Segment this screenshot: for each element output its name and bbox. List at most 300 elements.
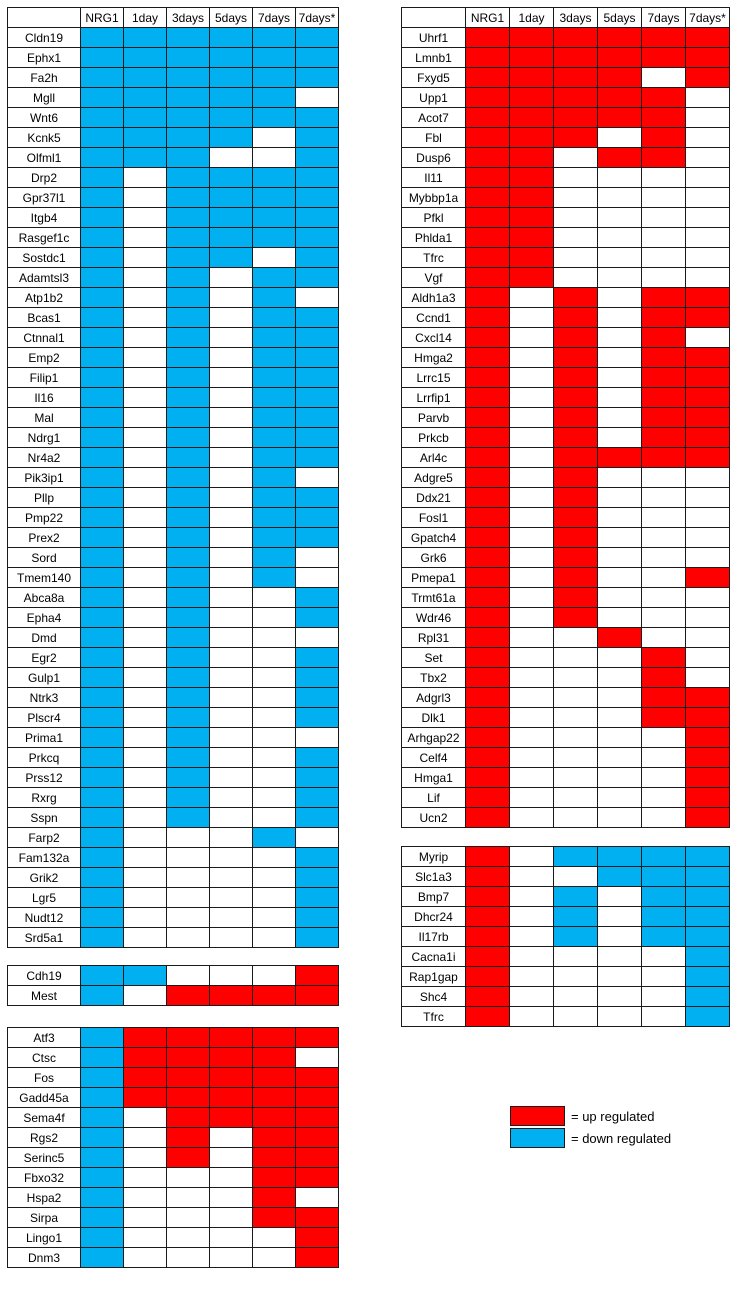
gene-label: Cxcl14 (402, 328, 466, 348)
heatmap-cell-lingo1-3days (167, 1228, 210, 1248)
heatmap-cell-wnt6-nrg1 (81, 108, 124, 128)
table-row (8, 768, 339, 788)
heatmap-cell-shc4-nrg1 (466, 987, 510, 1007)
heatmap-cell-myrip-3days (554, 847, 598, 867)
heatmap-cell-trmt61a-nrg1 (466, 588, 510, 608)
heatmap-cell-hspa2-7days-star (296, 1188, 339, 1208)
heatmap-cell-pllp-nrg1 (81, 488, 124, 508)
table-row (8, 388, 339, 408)
heatmap-cell-cdh19-1day (124, 966, 167, 986)
heatmap-cell-serinc5-7days-star (296, 1148, 339, 1168)
heatmap-cell-grik2-3days (167, 868, 210, 888)
column-header-1day: 1day (124, 8, 167, 28)
heatmap-cell-filip1-1day (124, 368, 167, 388)
gene-label: Lrrc15 (402, 368, 466, 388)
heatmap-cell-itgb4-7days (253, 208, 296, 228)
gene-label: Prima1 (8, 728, 81, 748)
heatmap-cell-sspn-7days-star (296, 808, 339, 828)
gene-label: Fosl1 (402, 508, 466, 528)
heatmap-cell-lif-3days (554, 788, 598, 808)
heatmap-cell-wdr46-nrg1 (466, 608, 510, 628)
heatmap-cell-cdh19-5days (210, 966, 253, 986)
table-row (8, 468, 339, 488)
heatmap-cell-mgll-3days (167, 88, 210, 108)
heatmap-cell-pmepa1-3days (554, 568, 598, 588)
heatmap-cell-parvb-5days (598, 408, 642, 428)
table-row (402, 1007, 730, 1027)
heatmap-cell-wnt6-3days (167, 108, 210, 128)
heatmap-cell-grik2-1day (124, 868, 167, 888)
heatmap-cell-celf4-7days-star (686, 748, 730, 768)
table-row (402, 208, 730, 228)
table-row (402, 788, 730, 808)
heatmap-cell-farp2-1day (124, 828, 167, 848)
heatmap-cell-wnt6-7days (253, 108, 296, 128)
gene-label: Ndrg1 (8, 428, 81, 448)
heatmap-cell-vgf-nrg1 (466, 268, 510, 288)
heatmap-cell-rasgef1c-7days-star (296, 228, 339, 248)
heatmap-cell-cacna1i-5days (598, 947, 642, 967)
heatmap-cell-sord-1day (124, 548, 167, 568)
heatmap-cell-tbx2-5days (598, 668, 642, 688)
heatmap-cell-rap1gap-7days-star (686, 967, 730, 987)
heatmap-cell-lingo1-7days (253, 1228, 296, 1248)
heatmap-cell-grk6-5days (598, 548, 642, 568)
header-row (8, 8, 339, 28)
heatmap-cell-mybbp1a-nrg1 (466, 188, 510, 208)
heatmap-cell-fa2h-7days-star (296, 68, 339, 88)
heatmap-cell-fa2h-1day (124, 68, 167, 88)
heatmap-cell-ntrk3-5days (210, 688, 253, 708)
heatmap-cell-adgrl3-1day (510, 688, 554, 708)
gene-label: Rasgef1c (8, 228, 81, 248)
heatmap-cell-abca8a-7days-star (296, 588, 339, 608)
table-row (8, 248, 339, 268)
heatmap-cell-ctnnal1-1day (124, 328, 167, 348)
heatmap-cell-cdh19-3days (167, 966, 210, 986)
gene-label: Mest (8, 986, 81, 1006)
heatmap-cell-prkcb-1day (510, 428, 554, 448)
heatmap-cell-tbx2-nrg1 (466, 668, 510, 688)
heatmap-cell-adamtsl3-5days (210, 268, 253, 288)
heatmap-cell-lgr5-7days (253, 888, 296, 908)
heatmap-cell-tmem140-3days (167, 568, 210, 588)
heatmap-cell-abca8a-3days (167, 588, 210, 608)
heatmap-cell-gadd45a-7days-star (296, 1088, 339, 1108)
heatmap-cell-mgll-5days (210, 88, 253, 108)
heatmap-cell-egr2-7days-star (296, 648, 339, 668)
table-row (402, 128, 730, 148)
heatmap-cell-ctnnal1-7days-star (296, 328, 339, 348)
heatmap-cell-dhcr24-1day (510, 907, 554, 927)
heatmap-cell-ntrk3-nrg1 (81, 688, 124, 708)
heatmap-cell-sema4f-nrg1 (81, 1108, 124, 1128)
heatmap-cell-srd5a1-3days (167, 928, 210, 948)
heatmap-cell-sostdc1-7days-star (296, 248, 339, 268)
heatmap-cell-tmem140-nrg1 (81, 568, 124, 588)
heatmap-cell-pllp-5days (210, 488, 253, 508)
heatmap-cell-uhrf1-7days (642, 28, 686, 48)
legend-label-down: = down regulated (571, 1130, 672, 1146)
heatmap-cell-phlda1-nrg1 (466, 228, 510, 248)
heatmap-cell-lmnb1-1day (510, 48, 554, 68)
heatmap-cell-prex2-7days (253, 528, 296, 548)
heatmap-cell-pmepa1-1day (510, 568, 554, 588)
heatmap-cell-ntrk3-3days (167, 688, 210, 708)
heatmap-cell-slc1a3-7days (642, 867, 686, 887)
heatmap-cell-hmga2-3days (554, 348, 598, 368)
heatmap-cell-phlda1-5days (598, 228, 642, 248)
heatmap-cell-plscr4-5days (210, 708, 253, 728)
heatmap-cell-lrrc15-5days (598, 368, 642, 388)
heatmap-cell-gpr37l1-1day (124, 188, 167, 208)
heatmap-cell-uhrf1-5days (598, 28, 642, 48)
heatmap-cell-hmga1-7days-star (686, 768, 730, 788)
heatmap-cell-prima1-5days (210, 728, 253, 748)
gene-label: Fos (8, 1068, 81, 1088)
heatmap-cell-wdr46-1day (510, 608, 554, 628)
heatmap-cell-acot7-7days-star (686, 108, 730, 128)
gene-label: Srd5a1 (8, 928, 81, 948)
heatmap-cell-ndrg1-nrg1 (81, 428, 124, 448)
heatmap-cell-bcas1-3days (167, 308, 210, 328)
heatmap-cell-srd5a1-1day (124, 928, 167, 948)
heatmap-cell-dmd-3days (167, 628, 210, 648)
heatmap-cell-plscr4-3days (167, 708, 210, 728)
table-row (8, 908, 339, 928)
heatmap-cell-adgrl3-nrg1 (466, 688, 510, 708)
heatmap-cell-drp2-3days (167, 168, 210, 188)
heatmap-cell-mal-7days-star (296, 408, 339, 428)
table-row (8, 508, 339, 528)
heatmap-cell-emp2-1day (124, 348, 167, 368)
heatmap-cell-lrrfip1-1day (510, 388, 554, 408)
gene-label: Mybbp1a (402, 188, 466, 208)
heatmap-cell-lmnb1-7days-star (686, 48, 730, 68)
heatmap-cell-lgr5-3days (167, 888, 210, 908)
heatmap-cell-dmd-1day (124, 628, 167, 648)
heatmap-cell-parvb-7days-star (686, 408, 730, 428)
heatmap-cell-fxyd5-5days (598, 68, 642, 88)
table-row (402, 967, 730, 987)
heatmap-cell-phlda1-3days (554, 228, 598, 248)
heatmap-cell-nudt12-1day (124, 908, 167, 928)
table-row (402, 168, 730, 188)
heatmap-cell-ucn2-5days (598, 808, 642, 828)
gene-label: Sirpa (8, 1208, 81, 1228)
gene-label: Il11 (402, 168, 466, 188)
heatmap-cell-pllp-1day (124, 488, 167, 508)
heatmap-cell-fbxo32-7days (253, 1168, 296, 1188)
heatmap-cell-rpl31-5days (598, 628, 642, 648)
heatmap-cell-farp2-nrg1 (81, 828, 124, 848)
heatmap-cell-fxyd5-nrg1 (466, 68, 510, 88)
heatmap-cell-prkcb-5days (598, 428, 642, 448)
gene-label: Tmem140 (8, 568, 81, 588)
gene-label: Ddx21 (402, 488, 466, 508)
heatmap-cell-sostdc1-1day (124, 248, 167, 268)
heatmap-cell-olfml1-1day (124, 148, 167, 168)
heatmap-cell-ctnnal1-7days (253, 328, 296, 348)
heatmap-cell-ntrk3-1day (124, 688, 167, 708)
heatmap-cell-rgs2-1day (124, 1128, 167, 1148)
table-row (8, 68, 339, 88)
heatmap-cell-abca8a-7days (253, 588, 296, 608)
heatmap-cell-dmd-nrg1 (81, 628, 124, 648)
gene-label: Hmga2 (402, 348, 466, 368)
table-row (8, 628, 339, 648)
heatmap-cell-cxcl14-1day (510, 328, 554, 348)
table-row (402, 608, 730, 628)
heatmap-cell-lif-7days (642, 788, 686, 808)
table-row (402, 288, 730, 308)
heatmap-cell-sostdc1-5days (210, 248, 253, 268)
heatmap-cell-prex2-3days (167, 528, 210, 548)
gene-label: Mgll (8, 88, 81, 108)
heatmap-cell-itgb4-1day (124, 208, 167, 228)
gene-label: Cldn19 (8, 28, 81, 48)
table-row (402, 508, 730, 528)
heatmap-cell-kcnk5-7days-star (296, 128, 339, 148)
heatmap-cell-nudt12-7days-star (296, 908, 339, 928)
column-header-7days-star: 7days* (686, 8, 730, 28)
table-row (402, 328, 730, 348)
heatmap-cell-dnm3-5days (210, 1248, 253, 1268)
heatmap-cell-rap1gap-3days (554, 967, 598, 987)
gene-label: Prkcb (402, 428, 466, 448)
heatmap-cell-lgr5-5days (210, 888, 253, 908)
heatmap-cell-ucn2-nrg1 (466, 808, 510, 828)
table-row (8, 828, 339, 848)
heatmap-cell-arhgap22-3days (554, 728, 598, 748)
heatmap-cell-aldh1a3-7days (642, 288, 686, 308)
heatmap-cell-mgll-nrg1 (81, 88, 124, 108)
heatmap-cell-ephx1-7days-star (296, 48, 339, 68)
heatmap-cell-rgs2-5days (210, 1128, 253, 1148)
table-left-bottom (7, 1027, 339, 1268)
table-row (402, 268, 730, 288)
heatmap-cell-egr2-3days (167, 648, 210, 668)
heatmap-cell-il17rb-3days (554, 927, 598, 947)
heatmap-cell-adamtsl3-7days-star (296, 268, 339, 288)
gene-label: Fa2h (8, 68, 81, 88)
heatmap-cell-arl4c-7days (642, 448, 686, 468)
table-row (8, 1148, 339, 1168)
table-row (402, 48, 730, 68)
heatmap-cell-ddx21-5days (598, 488, 642, 508)
table-row (402, 428, 730, 448)
heatmap-cell-pik3ip1-nrg1 (81, 468, 124, 488)
heatmap-cell-myrip-5days (598, 847, 642, 867)
heatmap-cell-srd5a1-7days-star (296, 928, 339, 948)
gene-label: Kcnk5 (8, 128, 81, 148)
table-row (402, 847, 730, 867)
table-row (8, 588, 339, 608)
heatmap-cell-il16-1day (124, 388, 167, 408)
column-header-5days: 5days (598, 8, 642, 28)
heatmap-cell-nr4a2-nrg1 (81, 448, 124, 468)
heatmap-cell-lrrc15-1day (510, 368, 554, 388)
table-row (402, 728, 730, 748)
heatmap-cell-nr4a2-7days (253, 448, 296, 468)
heatmap-cell-pmepa1-7days-star (686, 568, 730, 588)
heatmap-cell-dusp6-7days-star (686, 148, 730, 168)
heatmap-cell-ucn2-7days (642, 808, 686, 828)
gene-label: Gpr37l1 (8, 188, 81, 208)
heatmap-cell-il16-5days (210, 388, 253, 408)
gene-label: Itgb4 (8, 208, 81, 228)
heatmap-cell-mal-1day (124, 408, 167, 428)
heatmap-cell-farp2-7days (253, 828, 296, 848)
heatmap-cell-olfml1-7days (253, 148, 296, 168)
heatmap-cell-upp1-7days-star (686, 88, 730, 108)
table-row (8, 188, 339, 208)
heatmap-cell-emp2-7days-star (296, 348, 339, 368)
column-header-1day: 1day (510, 8, 554, 28)
table-right-top (401, 7, 730, 828)
heatmap-cell-myrip-7days-star (686, 847, 730, 867)
heatmap-cell-mybbp1a-1day (510, 188, 554, 208)
heatmap-cell-rpl31-3days (554, 628, 598, 648)
table-row (8, 548, 339, 568)
heatmap-cell-mal-7days (253, 408, 296, 428)
heatmap-cell-dusp6-5days (598, 148, 642, 168)
heatmap-cell-ndrg1-5days (210, 428, 253, 448)
heatmap-cell-sema4f-1day (124, 1108, 167, 1128)
heatmap-cell-pmepa1-nrg1 (466, 568, 510, 588)
heatmap-cell-mest-nrg1 (81, 986, 124, 1006)
heatmap-cell-prkcq-5days (210, 748, 253, 768)
heatmap-cell-dhcr24-3days (554, 907, 598, 927)
heatmap-cell-cldn19-nrg1 (81, 28, 124, 48)
table-row (8, 88, 339, 108)
heatmap-cell-myrip-nrg1 (466, 847, 510, 867)
heatmap-cell-dnm3-nrg1 (81, 1248, 124, 1268)
table-row (402, 947, 730, 967)
heatmap-cell-tfrc-5days (598, 1007, 642, 1027)
table-row (402, 568, 730, 588)
heatmap-cell-pmepa1-7days (642, 568, 686, 588)
heatmap-cell-sirpa-3days (167, 1208, 210, 1228)
gene-label: Il16 (8, 388, 81, 408)
heatmap-cell-hmga2-7days (642, 348, 686, 368)
table-row (402, 468, 730, 488)
heatmap-cell-cdh19-7days (253, 966, 296, 986)
heatmap-cell-ndrg1-1day (124, 428, 167, 448)
heatmap-cell-hmga2-7days-star (686, 348, 730, 368)
heatmap-cell-gpr37l1-5days (210, 188, 253, 208)
heatmap-cell-ctnnal1-5days (210, 328, 253, 348)
heatmap-cell-lgr5-1day (124, 888, 167, 908)
heatmap-cell-filip1-nrg1 (81, 368, 124, 388)
heatmap-cell-il11-5days (598, 168, 642, 188)
table-row (8, 1168, 339, 1188)
legend-swatch-down (510, 1128, 565, 1148)
heatmap-cell-dnm3-3days (167, 1248, 210, 1268)
table-row (402, 228, 730, 248)
table-row (402, 887, 730, 907)
heatmap-cell-serinc5-1day (124, 1148, 167, 1168)
gene-label: Atf3 (8, 1028, 81, 1048)
heatmap-cell-rgs2-nrg1 (81, 1128, 124, 1148)
heatmap-cell-filip1-7days (253, 368, 296, 388)
heatmap-cell-parvb-1day (510, 408, 554, 428)
heatmap-cell-sspn-1day (124, 808, 167, 828)
heatmap-cell-prima1-7days-star (296, 728, 339, 748)
heatmap-cell-sirpa-1day (124, 1208, 167, 1228)
heatmap-cell-pfkl-nrg1 (466, 208, 510, 228)
heatmap-cell-atf3-3days (167, 1028, 210, 1048)
heatmap-cell-fos-5days (210, 1068, 253, 1088)
heatmap-cell-cxcl14-5days (598, 328, 642, 348)
heatmap-cell-il11-nrg1 (466, 168, 510, 188)
heatmap-cell-ephx1-1day (124, 48, 167, 68)
gene-label: Atp1b2 (8, 288, 81, 308)
heatmap-cell-adamtsl3-1day (124, 268, 167, 288)
heatmap-cell-fam132a-nrg1 (81, 848, 124, 868)
heatmap-cell-drp2-7days-star (296, 168, 339, 188)
heatmap-cell-mest-7days (253, 986, 296, 1006)
heatmap-cell-ctnnal1-3days (167, 328, 210, 348)
heatmap-cell-lingo1-5days (210, 1228, 253, 1248)
gene-label: Pmepa1 (402, 568, 466, 588)
heatmap-cell-fxyd5-7days-star (686, 68, 730, 88)
heatmap-cell-upp1-3days (554, 88, 598, 108)
heatmap-cell-fam132a-3days (167, 848, 210, 868)
heatmap-cell-fbxo32-7days-star (296, 1168, 339, 1188)
heatmap-cell-atf3-7days (253, 1028, 296, 1048)
gene-label: Sema4f (8, 1108, 81, 1128)
gene-label: Dnm3 (8, 1248, 81, 1268)
heatmap-cell-trmt61a-5days (598, 588, 642, 608)
heatmap-cell-vgf-7days-star (686, 268, 730, 288)
heatmap-cell-prkcb-nrg1 (466, 428, 510, 448)
column-header-3days: 3days (167, 8, 210, 28)
heatmap-cell-emp2-nrg1 (81, 348, 124, 368)
gene-label: Arl4c (402, 448, 466, 468)
heatmap-cell-adgre5-5days (598, 468, 642, 488)
heatmap-cell-lrrc15-nrg1 (466, 368, 510, 388)
heatmap-cell-arhgap22-7days (642, 728, 686, 748)
gene-label: Dusp6 (402, 148, 466, 168)
heatmap-cell-dhcr24-7days-star (686, 907, 730, 927)
heatmap-cell-fbl-5days (598, 128, 642, 148)
table-row (402, 628, 730, 648)
column-header-7days: 7days (642, 8, 686, 28)
heatmap-cell-tbx2-3days (554, 668, 598, 688)
heatmap-cell-rxrg-7days-star (296, 788, 339, 808)
heatmap-cell-pmp22-7days-star (296, 508, 339, 528)
heatmap-cell-adgre5-3days (554, 468, 598, 488)
column-header-7days: 7days (253, 8, 296, 28)
heatmap-cell-farp2-3days (167, 828, 210, 848)
heatmap-cell-aldh1a3-1day (510, 288, 554, 308)
heatmap-cell-drp2-1day (124, 168, 167, 188)
heatmap-cell-tfrc-7days (642, 248, 686, 268)
heatmap-cell-ndrg1-7days (253, 428, 296, 448)
heatmap-cell-trmt61a-7days-star (686, 588, 730, 608)
table-row (402, 248, 730, 268)
gene-label: Cdh19 (8, 966, 81, 986)
heatmap-cell-tmem140-1day (124, 568, 167, 588)
heatmap-cell-itgb4-7days-star (296, 208, 339, 228)
legend-row-down (510, 1127, 671, 1149)
heatmap-cell-olfml1-5days (210, 148, 253, 168)
heatmap-cell-fbxo32-3days (167, 1168, 210, 1188)
heatmap-cell-il17rb-5days (598, 927, 642, 947)
heatmap-cell-fos-7days (253, 1068, 296, 1088)
heatmap-cell-itgb4-nrg1 (81, 208, 124, 228)
